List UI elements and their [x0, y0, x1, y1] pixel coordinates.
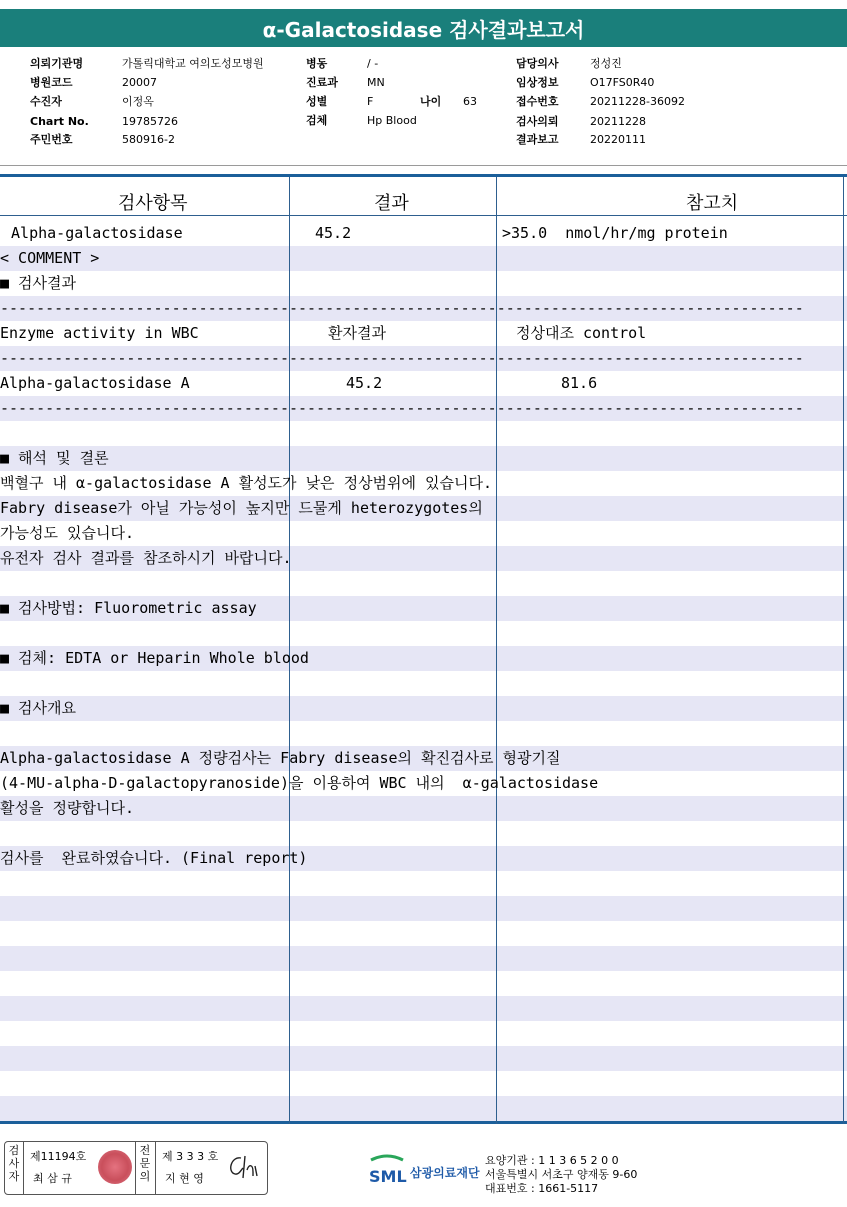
comment-line: (4-MU-alpha-D-galactopyranoside)을 이용하여 WBC 내의 α-galactosidase	[0, 774, 599, 792]
alpha-control-value: 81.6	[561, 374, 598, 392]
label-specimen: 검체	[306, 114, 328, 127]
header-divider	[0, 165, 847, 166]
row-stripe	[0, 271, 847, 296]
signature-box	[4, 1141, 268, 1195]
value-request-date: 20211228	[590, 115, 646, 128]
row-stripe	[0, 1096, 847, 1121]
value-receipt-no: 20211228-36092	[590, 95, 685, 108]
comment-line: ■ 검사결과	[0, 274, 77, 292]
specialist-license-no: 제 3 3 3 호	[162, 1150, 219, 1163]
value-ward: / -	[367, 57, 379, 70]
org-info-phone: 대표번호 : 1661-5117	[485, 1182, 599, 1195]
sml-logo-icon	[367, 1154, 407, 1186]
value-doctor: 정성진	[590, 57, 622, 70]
seal-stamp-icon	[98, 1150, 132, 1184]
comment-line: ■ 검체: EDTA or Heparin Whole blood	[0, 649, 309, 667]
comment-line: Alpha-galactosidase A 정량검사는 Fabry disease의 확진검사로 형광기질	[0, 749, 561, 767]
table-header-rule	[0, 215, 847, 216]
report-footer	[0, 1124, 847, 1207]
label-report-date: 결과보고	[516, 133, 559, 146]
test-item-name: Alpha-galactosidase	[2, 224, 183, 242]
label-request-date: 검사의뢰	[516, 115, 559, 128]
row-stripe	[0, 1071, 847, 1096]
enzyme-patient-label: 환자결과	[328, 324, 386, 342]
value-department: MN	[367, 76, 385, 89]
column-header-item: 검사항목	[118, 193, 188, 214]
comment-line: 활성을 정량합니다.	[0, 799, 134, 817]
sign-divider-3	[155, 1142, 156, 1194]
value-specimen: Hp Blood	[367, 114, 417, 127]
row-stripe	[0, 571, 847, 596]
sign-label-tester: 검사자	[8, 1144, 20, 1183]
row-stripe	[0, 821, 847, 846]
comment-line: Alpha-galactosidase A	[0, 374, 190, 392]
comment-line: ■ 검사개요	[0, 699, 77, 717]
row-stripe	[0, 696, 847, 721]
value-sex: F	[367, 95, 374, 108]
comment-line: -----------------------------------------------------------------------------------------	[0, 399, 804, 417]
value-report-date: 20220111	[590, 133, 646, 146]
value-resident-no: 580916-2	[122, 133, 175, 146]
alpha-patient-value: 45.2	[346, 374, 383, 392]
comment-line: -----------------------------------------------------------------------------------------	[0, 349, 804, 367]
comment-line: Enzyme activity in WBC	[0, 324, 199, 342]
comment-line: ■ 검사방법: Fluorometric assay	[0, 599, 257, 617]
column-header-result: 결과	[374, 193, 409, 214]
label-hospital-code: 병원코드	[30, 76, 73, 89]
tester-name: 최 삼 규	[33, 1172, 72, 1185]
comment-line: 가능성도 있습니다.	[0, 524, 134, 542]
comment-line: ■ 해석 및 결론	[0, 449, 109, 467]
row-stripe	[0, 921, 847, 946]
specialist-name: 지 현 영	[165, 1172, 204, 1185]
comment-line: 백혈구 내 α-galactosidase A 활성도가 낮은 정상범위에 있습니다.	[0, 474, 493, 492]
row-stripe	[0, 671, 847, 696]
value-patient: 이정옥	[122, 95, 154, 108]
value-chart-no: 19785726	[122, 115, 178, 128]
label-chart-no: Chart No.	[30, 115, 89, 128]
row-stripe	[0, 246, 847, 271]
label-clinical-info: 임상정보	[516, 76, 559, 89]
comment-line: -----------------------------------------------------------------------------------------	[0, 299, 804, 317]
signature-icon	[223, 1150, 263, 1186]
row-stripe	[0, 871, 847, 896]
test-item-result: 45.2	[315, 224, 352, 242]
org-info-code: 요양기관 : 1 1 3 6 5 2 0 0	[485, 1154, 619, 1167]
value-hospital-code: 20007	[122, 76, 157, 89]
sign-divider-2	[135, 1142, 136, 1194]
label-department: 진료과	[306, 76, 338, 89]
row-stripe	[0, 946, 847, 971]
enzyme-control-label: 정상대조 control	[516, 324, 647, 342]
label-institution: 의뢰기관명	[30, 57, 84, 70]
row-stripe	[0, 996, 847, 1021]
comment-line: Fabry disease가 아닐 가능성이 높지만 드물게 heterozygotes의	[0, 499, 483, 517]
label-resident-no: 주민번호	[30, 133, 73, 146]
label-ward: 병동	[306, 57, 328, 70]
column-divider-3	[843, 177, 844, 1127]
sign-divider-1	[23, 1142, 24, 1194]
row-stripe	[0, 421, 847, 446]
row-stripe	[0, 1021, 847, 1046]
row-stripe	[0, 621, 847, 646]
comment-line: 유전자 검사 결과를 참조하시기 바랍니다.	[0, 549, 292, 567]
comment-line: < COMMENT >	[0, 249, 100, 267]
row-stripe	[0, 1046, 847, 1071]
column-header-reference: 참고치	[686, 193, 739, 214]
label-age: 나이	[420, 95, 442, 108]
row-stripe	[0, 446, 847, 471]
tester-license-no: 제11194호	[30, 1150, 87, 1163]
sml-logo-text: SML	[369, 1167, 407, 1186]
org-info-address: 서울특별시 서초구 양재동 9-60	[485, 1168, 638, 1181]
row-stripe	[0, 971, 847, 996]
sign-label-specialist: 전문의	[139, 1144, 151, 1183]
value-clinical-info: O17FS0R40	[590, 76, 655, 89]
label-receipt-no: 접수번호	[516, 95, 559, 108]
label-patient: 수진자	[30, 95, 62, 108]
row-stripe	[0, 721, 847, 746]
row-stripe	[0, 896, 847, 921]
value-institution: 가톨릭대학교 여의도성모병원	[122, 57, 264, 70]
label-doctor: 담당의사	[516, 57, 559, 70]
report-title: α-Galactosidase 검사결과보고서	[0, 9, 847, 47]
test-item-reference: >35.0 nmol/hr/mg protein	[502, 224, 728, 242]
results-table	[0, 174, 847, 1124]
label-sex: 성별	[306, 95, 328, 108]
comment-line: 검사를 완료하였습니다. (Final report)	[0, 849, 308, 867]
value-age: 63	[463, 95, 477, 108]
organization-name: 삼광의료재단	[410, 1166, 480, 1180]
